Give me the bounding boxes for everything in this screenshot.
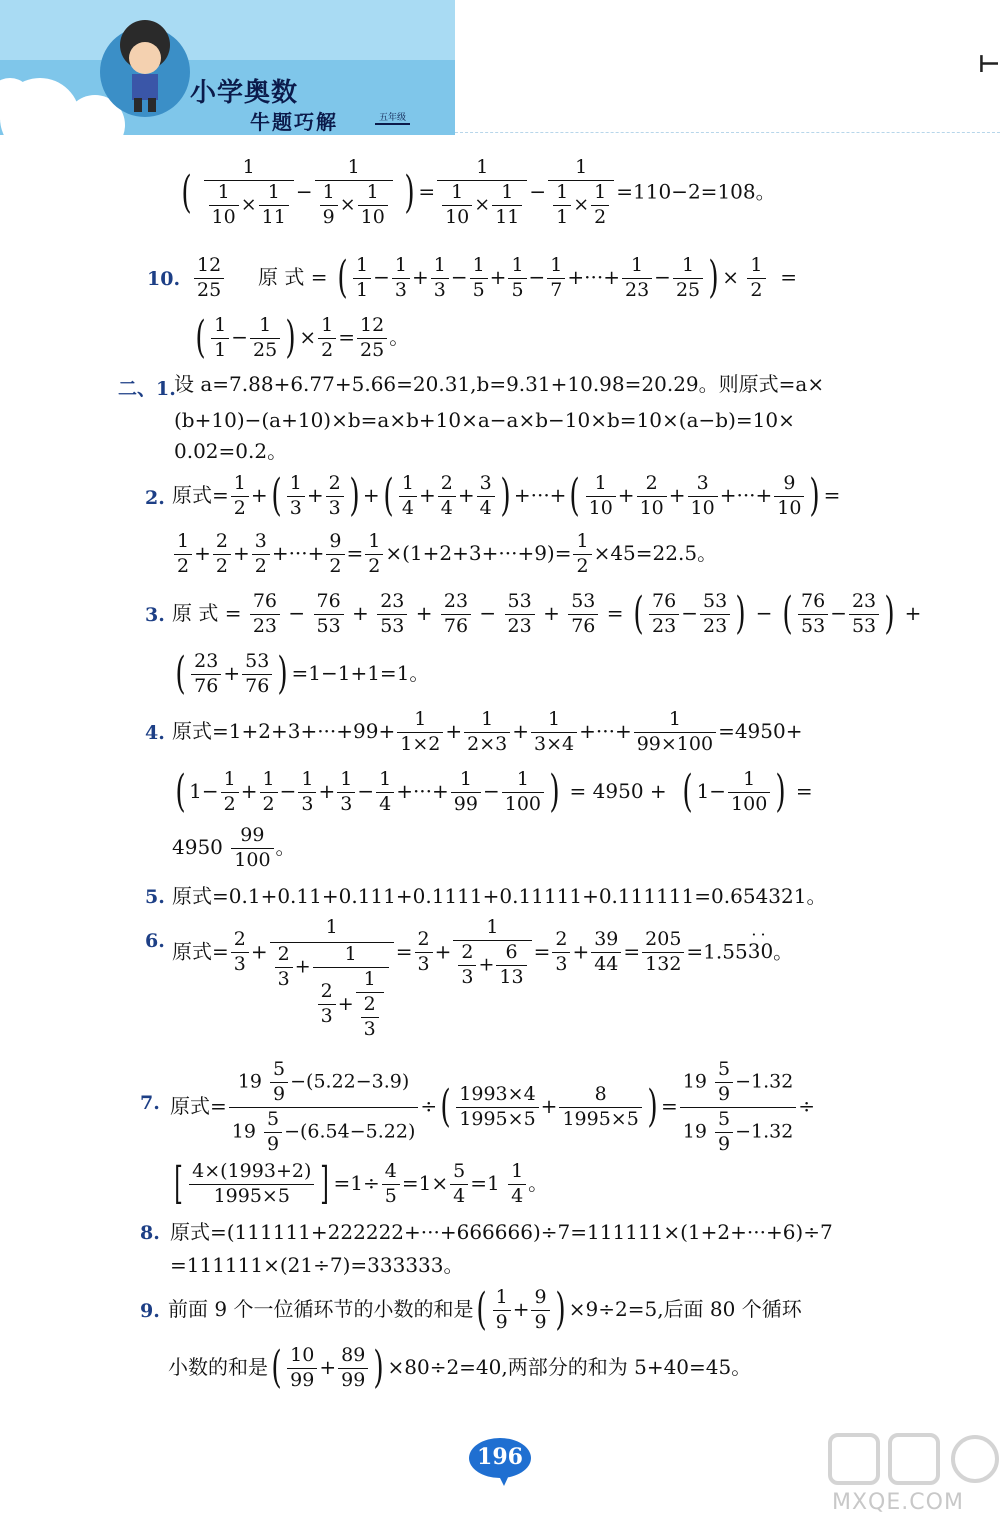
problem-4-number: 4. <box>145 722 165 744</box>
brand-title: 小学奥数 <box>190 78 299 108</box>
problem-9-line2: 小数的和是( $\frac{10}{99}$ + $\frac{89}{99}$ ) ×80÷2=40,两部分的和为 5+40=45。 <box>168 1342 752 1394</box>
problem-7-line2: [ $\frac{4\times(1993+2)}{1995\times 5}$ ] =1÷ $\frac{4}{5}$ =1× $\frac{5}{4}$ =1 $\frac{1}{4}$ 。 <box>174 1158 549 1210</box>
brand-subtitle: 牛题巧解 <box>250 110 338 134</box>
s2-p1-line3: 0.02=0.2。 <box>174 439 288 463</box>
problem-6-line: 原式= $\frac{2}{3}$ + 1 $\frac{2}{3}$ + 1 $\frac{2}{3}$ + $\frac{1}{\frac{2}{3}}$ = $\frac{2}{3}$ + 1 $\frac{2}{3}$ + $\frac{6}{13}$ = $\frac{2}{3}$ + $\frac{39}{44}$ = $\frac{205}{132}$ =1.55 ·· 30。 <box>172 916 794 1040</box>
side-mark: ⊢ <box>978 50 1000 78</box>
problem-4-line1: 原式=1+2+3+···+99+ $\frac{1}{1\times 2}$ + $\frac{1}{2\times 3}$ + $\frac{1}{3\times 4}$ +···+ $\frac{1}{99\times 100}$ =4950+ <box>172 708 803 755</box>
header-rule <box>455 132 1000 133</box>
problem-9-number: 9. <box>140 1300 160 1322</box>
problem-3-line1: 原 式 = $\frac{76}{23}$ − $\frac{76}{53}$ + $\frac{23}{53}$ + $\frac{23}{76}$ − $\frac{53}{23}$ + $\frac{53}{76}$ = ( $\frac{76}{23}$ − $\frac{53}{23}$ ) − ( $\frac{76}{53}$ − $\frac{23}{53}$ ) + <box>172 588 922 640</box>
problem-7-line1: 原式= 19 $\frac{5}{9}$ −(5.22−3.9) 19 $\frac{5}{9}$ −(6.54−5.22) ÷( $\frac{1993\times 4}{1995\times 5}$ + $\frac{8}{1995\times 5}$ ) = 19 $\frac{5}{9}$ −1.32 19 $\frac{5}{9}$ −1.32 ÷ <box>170 1058 816 1155</box>
page-number-badge <box>468 1436 532 1482</box>
problem-8-line1: 原式=(111111+222222+···+666666)÷7=111111×(1+2+···+6)÷7 <box>170 1220 833 1244</box>
problem-10-number: 10. <box>147 268 181 290</box>
page-number: 196 <box>477 1444 523 1470</box>
problem-5-number: 5. <box>145 886 165 908</box>
problem-3-number: 3. <box>145 604 165 626</box>
problem-8-number: 8. <box>140 1222 160 1244</box>
s2-p1-line1: 设 a=7.88+6.77+5.66=20.31,b=9.31+10.98=20.29。则原式=a× <box>174 372 825 396</box>
problem-8-line2: =111111×(21÷7)=333333。 <box>170 1253 464 1277</box>
problem-5-line: 原式=0.1+0.11+0.111+0.1111+0.11111+0.111111=0.654321。 <box>172 884 827 908</box>
book-header <box>0 0 455 135</box>
watermark-text: MXQE.COM <box>832 1490 964 1515</box>
s2-p1-line2: (b+10)−(a+10)×b=a×b+10×a−a×b−10×b=10×(a−b)=10× <box>174 408 795 432</box>
problem-6-number: 6. <box>145 930 165 952</box>
problem-3-line2: ( $\frac{23}{76}$ + $\frac{53}{76}$ ) =1−1+1=1。 <box>175 648 430 700</box>
problem-7-number: 7. <box>140 1092 160 1114</box>
problem-4-line2: ( 1− $\frac{1}{2}$ + $\frac{1}{2}$ − $\frac{1}{3}$ + $\frac{1}{3}$ − $\frac{1}{4}$ +···+ $\frac{1}{99}$ − $\frac{1}{100}$ ) = 4950 + ( 1− $\frac{1}{100}$ ) = <box>175 766 813 818</box>
problem-10-line1: $\frac{12}{25}$ 原 式 = ( $\frac{1}{1}$ − $\frac{1}{3}$ + $\frac{1}{3}$ − $\frac{1}{5}$ + $\frac{1}{5}$ − $\frac{1}{7}$ +···+ $\frac{1}{23}$ − $\frac{1}{25}$ ) × $\frac{1}{2}$ = <box>192 256 797 301</box>
problem-2-number: 2. <box>145 487 165 509</box>
problem-2-line2: $\frac{1}{2}$ + $\frac{2}{2}$ + $\frac{3}{2}$ +···+ $\frac{9}{2}$ = $\frac{1}{2}$ ×(1+2+3+···+9)= $\frac{1}{2}$ ×45=22.5。 <box>172 532 717 577</box>
problem-2-line1: 原式= $\frac{1}{2}$ +( $\frac{1}{3}$ + $\frac{2}{3}$ ) +( $\frac{1}{4}$ + $\frac{2}{4}$ + $\frac{3}{4}$ ) +···+( $\frac{1}{10}$ + $\frac{2}{10}$ + $\frac{3}{10}$ +···+ $\frac{9}{10}$ ) = <box>172 470 841 522</box>
grade-label: 五年级 <box>375 110 410 125</box>
problem-9-line1: 前面 9 个一位循环节的小数的和是( $\frac{1}{9}$ + $\frac{9}{9}$ ) ×9÷2=5,后面 80 个循环 <box>168 1284 802 1336</box>
problem-10-line2: ( $\frac{1}{1}$ − $\frac{1}{25}$ ) × $\frac{1}{2}$ = $\frac{12}{25}$ 。 <box>195 312 410 364</box>
answer-9-continuation: ( 1 $\frac{1}{10}$ × $\frac{1}{11}$ − 1 $\frac{1}{9}$ × $\frac{1}{10}$ ) = 1 $\frac{1}{10}$ × $\frac{1}{11}$ − 1 $\frac{1}{1}$ × $\frac{1}{2}$ =110−2=108。 <box>181 156 776 228</box>
section-2-problem-1-number: 二、1. <box>118 378 176 400</box>
problem-4-line3: 4950 $\frac{99}{100}$ 。 <box>172 824 296 871</box>
